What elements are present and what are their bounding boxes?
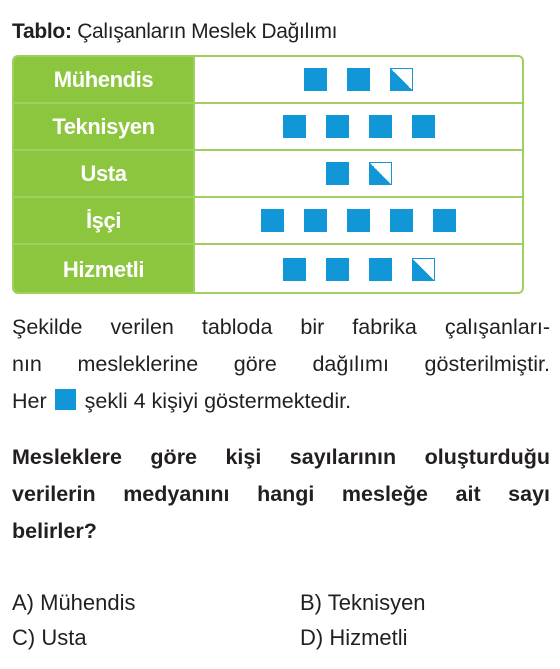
pictograph-table [12, 55, 524, 294]
description-line-3 [12, 383, 550, 420]
caption-title: Çalışanların Meslek Dağılımı [77, 20, 338, 43]
question-text [12, 439, 550, 550]
table-caption [12, 20, 337, 44]
full-square-icon [326, 162, 349, 185]
option-b[interactable]: B) Teknisyen [300, 590, 426, 615]
table-row [14, 104, 522, 151]
table-row [14, 245, 522, 294]
table-row [14, 57, 522, 104]
full-square-icon [412, 115, 435, 138]
full-square-icon [347, 209, 370, 232]
full-square-icon [283, 115, 306, 138]
half-square-icon [390, 68, 413, 91]
profession-label: Teknisyen [14, 104, 195, 149]
caption-label: Tablo: [12, 20, 72, 43]
icon-cell [195, 57, 522, 102]
full-square-icon [433, 209, 456, 232]
table-row [14, 151, 522, 198]
profession-label: İşçi [14, 198, 195, 243]
full-square-icon [283, 258, 306, 281]
description-line-1-text: Şekilde verilen tabloda bir fabrika çalışanları- [12, 315, 550, 339]
description-line-2-text: nın mesleklerine göre dağılımı gösterilmiştir. [12, 352, 550, 376]
icon-cell [195, 198, 522, 243]
full-square-icon [390, 209, 413, 232]
full-square-icon [261, 209, 284, 232]
description-line-2 [12, 346, 550, 383]
profession-label: Hizmetli [14, 245, 195, 294]
icon-cell [195, 245, 522, 294]
profession-label: Usta [14, 151, 195, 196]
full-square-icon [304, 68, 327, 91]
profession-label: Mühendis [14, 57, 195, 102]
full-square-icon [304, 209, 327, 232]
description-her: Her [12, 389, 47, 413]
description-line-1 [12, 309, 550, 346]
key-square-icon [55, 389, 76, 410]
full-square-icon [369, 115, 392, 138]
option-a[interactable]: A) Mühendis [12, 590, 136, 615]
table-row [14, 198, 522, 245]
description-key-text: şekli 4 kişiyi göstermektedir. [84, 389, 352, 413]
half-square-icon [412, 258, 435, 281]
full-square-icon [369, 258, 392, 281]
full-square-icon [347, 68, 370, 91]
option-d[interactable]: D) Hizmetli [300, 625, 408, 650]
icon-cell [195, 104, 522, 149]
option-c[interactable]: C) Usta [12, 625, 87, 650]
half-square-icon [369, 162, 392, 185]
full-square-icon [326, 258, 349, 281]
question-line-2: verilerin medyanını hangi mesleğe ait sayı [12, 482, 550, 506]
question-line-3: belirler? [12, 519, 97, 543]
question-line-1: Mesleklere göre kişi sayılarının oluşturduğu [12, 445, 550, 469]
icon-cell [195, 151, 522, 196]
full-square-icon [326, 115, 349, 138]
